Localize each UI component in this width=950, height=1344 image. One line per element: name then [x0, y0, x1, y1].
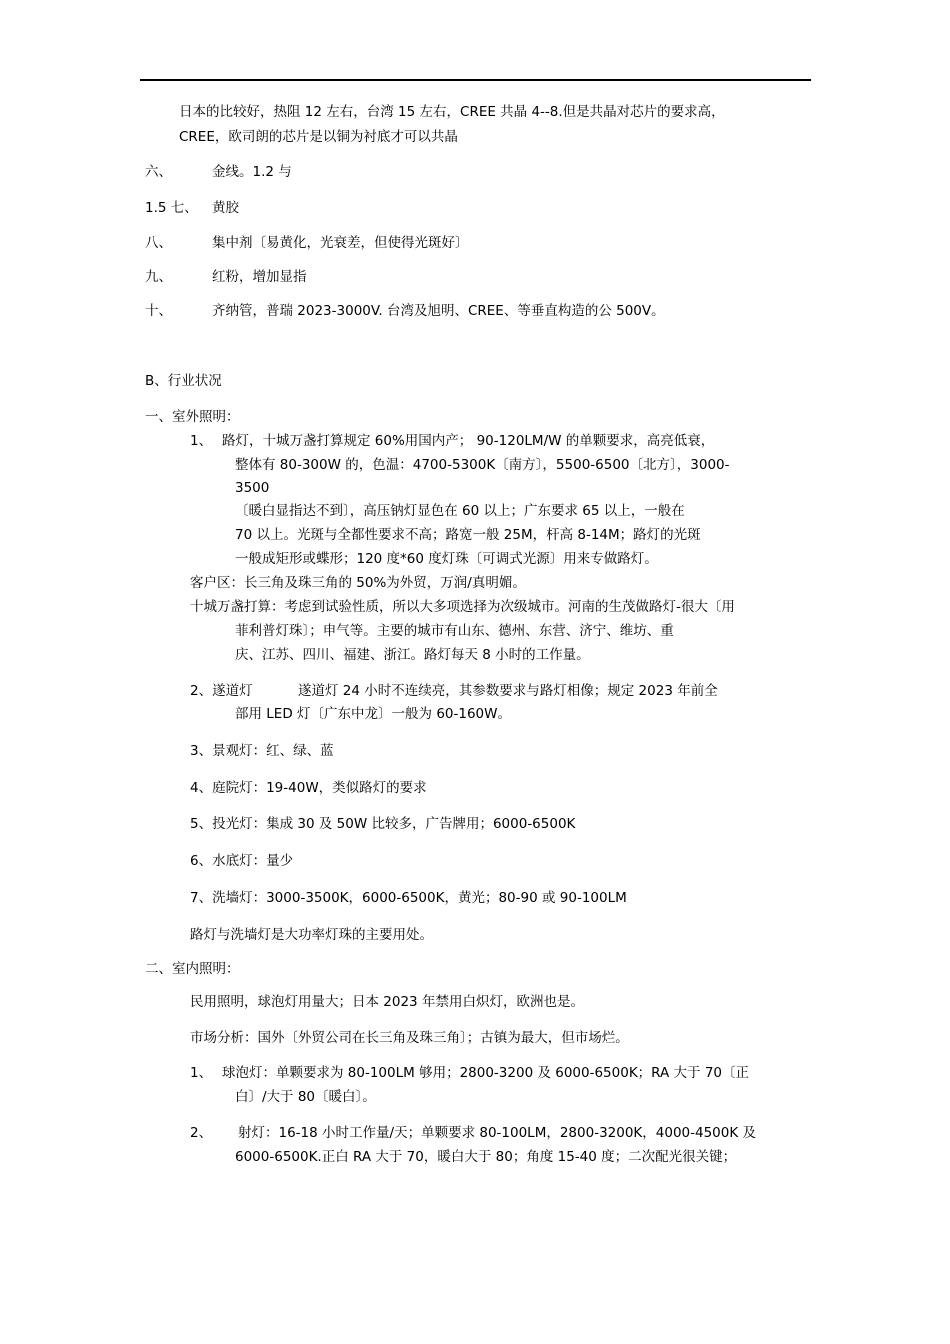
list-item: 4、庭院灯：19-40W，类似路灯的要求	[190, 780, 427, 796]
list-item: 金线。1.2 与	[212, 164, 292, 180]
paragraph-line: 白〕/大于 80〔暖白〕。	[235, 1089, 376, 1105]
paragraph-line: 路灯与洗墙灯是大功率灯珠的主要用处。	[190, 927, 433, 943]
paragraph-line: 客户区：长三角及珠三角的 50%为外贸，万润/真明媚。	[190, 575, 526, 591]
section-heading: 二、室内照明：	[145, 961, 240, 977]
paragraph-line: 〔暖白显指达不到〕，高压钠灯显色在 60 以上；广东要求 65 以上，一般在	[235, 503, 685, 519]
list-item: 5、投光灯：集成 30 及 50W 比较多，广告牌用；6000-6500K	[190, 816, 576, 832]
paragraph-line: 整体有 80-300W 的，色温：4700-5300K〔南方〕，5500-6500〔北方〕，3000-	[235, 457, 730, 473]
paragraph-line: 一般成矩形或蝶形；120 度*60 度灯珠〔可调式光源〕用来专做路灯。	[235, 551, 658, 567]
paragraph-line: 庆、江苏、四川、福建、浙江。路灯每天 8 小时的工作量。	[235, 647, 590, 663]
header-rule	[140, 79, 811, 81]
paragraph-line: 6000-6500K.正白 RA 大于 70，暖白大于 80；角度 15-40 度；二次配光很关键；	[235, 1149, 737, 1165]
list-item: 6、水底灯：量少	[190, 853, 294, 869]
list-number: 六、	[145, 164, 172, 180]
list-item: 射灯：16-18 小时工作量/天；单颗要求 80-100LM，2800-3200K，4000-4500K 及	[238, 1125, 757, 1141]
list-item: 7、洗墙灯：3000-3500K，6000-6500K，黄光；80-90 或 90-100LM	[190, 890, 627, 906]
list-number: 1、	[190, 433, 213, 449]
list-number: 1.5 七、	[145, 200, 198, 216]
list-item: 齐纳管，普瑞 2023-3000V. 台湾及旭明、CREE、等垂直构造的公 500V。	[212, 303, 665, 319]
list-item: 2、遂道灯	[190, 683, 253, 699]
paragraph-line: 民用照明，球泡灯用量大；日本 2023 年禁用白炽灯，欧洲也是。	[190, 994, 584, 1010]
list-item: 球泡灯：单颗要求为 80-100LM 够用；2800-3200 及 6000-6500K；RA 大于 70〔正	[222, 1065, 750, 1081]
paragraph-line: 日本的比较好，热阻 12 左右，台湾 15 左右，CREE 共晶 4--8.但是共晶对芯片的要求高，	[179, 104, 725, 120]
list-number: 十、	[145, 303, 172, 319]
list-item: 遂道灯 24 小时不连续亮，其参数要求与路灯相像；规定 2023 年前全	[298, 683, 718, 699]
paragraph-line: 3500	[235, 480, 270, 496]
paragraph-line: 十城万盏打算：考虑到试验性质，所以大多项选择为次级城市。河南的生茂做路灯-很大〔用	[190, 599, 735, 615]
list-number: 八、	[145, 235, 172, 251]
section-heading: 一、室外照明：	[145, 409, 240, 425]
paragraph-line: 70 以上。光斑与全都性要求不高；路宽一般 25M，杆高 8-14M；路灯的光斑	[235, 527, 701, 543]
list-number: 九、	[145, 269, 172, 285]
list-item: 红粉，增加显指	[212, 269, 307, 285]
paragraph-line: CREE，欧司朗的芯片是以铜为衬底才可以共晶	[179, 129, 458, 145]
list-item: 集中剂〔易黄化，光衰差，但使得光斑好〕	[212, 235, 469, 251]
section-heading: B、行业状况	[145, 373, 222, 389]
paragraph-line: 部用 LED 灯〔广东中龙〕一般为 60-160W。	[235, 706, 511, 722]
list-item: 黄胶	[212, 200, 239, 216]
paragraph-line: 市场分析：国外〔外贸公司在长三角及珠三角〕；古镇为最大，但市场烂。	[190, 1030, 629, 1046]
list-item: 3、景观灯：红、绿、蓝	[190, 743, 334, 759]
list-item: 路灯，十城万盏打算规定 60%用国内产； 90-120LM/W 的单颗要求，高亮低衰，	[222, 433, 715, 449]
list-number: 2、	[190, 1125, 213, 1141]
paragraph-line: 菲利普灯珠〕；申气等。主要的城市有山东、德州、东营、济宁、维坊、重	[235, 623, 674, 639]
list-number: 1、	[190, 1065, 213, 1081]
